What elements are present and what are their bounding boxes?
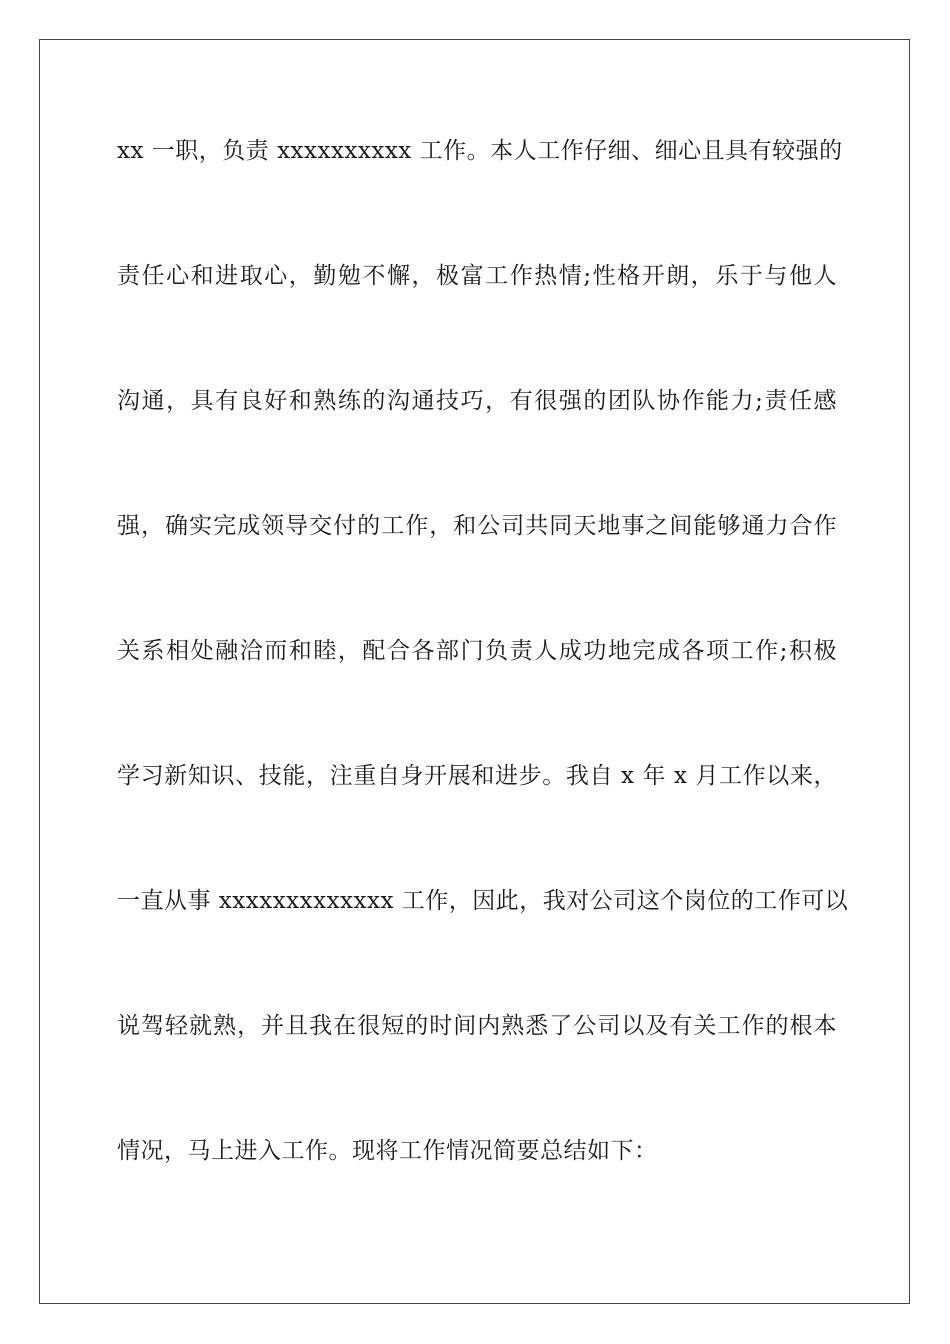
paragraph-line-6: 学习新知识、技能，注重自身开展和进步。我自 x 年 x 月工作以来， — [117, 763, 837, 789]
paragraph-line-8: 说驾轻就熟，并且我在很短的时间内熟悉了公司以及有关工作的根本 — [117, 1013, 837, 1039]
paragraph-line-7: 一直从事 xxxxxxxxxxxxx 工作，因此，我对公司这个岗位的工作可以 — [117, 888, 849, 914]
paragraph-line-1: xx 一职，负责 xxxxxxxxxx 工作。本人工作仔细、细心且具有较强的 — [117, 138, 843, 164]
paragraph-line-3: 沟通，具有良好和熟练的沟通技巧，有很强的团队协作能力;责任感 — [117, 388, 837, 414]
document-body — [117, 128, 849, 1253]
paragraph-line-4: 强，确实完成领导交付的工作，和公司共同天地事之间能够通力合作 — [117, 513, 837, 539]
paragraph-line-5: 关系相处融洽而和睦，配合各部门负责人成功地完成各项工作;积极 — [117, 638, 837, 664]
paragraph-line-2: 责任心和进取心，勤勉不懈，极富工作热情;性格开朗，乐于与他人 — [117, 263, 837, 289]
paragraph-line-9: 情况，马上进入工作。现将工作情况简要总结如下： — [117, 1138, 658, 1164]
